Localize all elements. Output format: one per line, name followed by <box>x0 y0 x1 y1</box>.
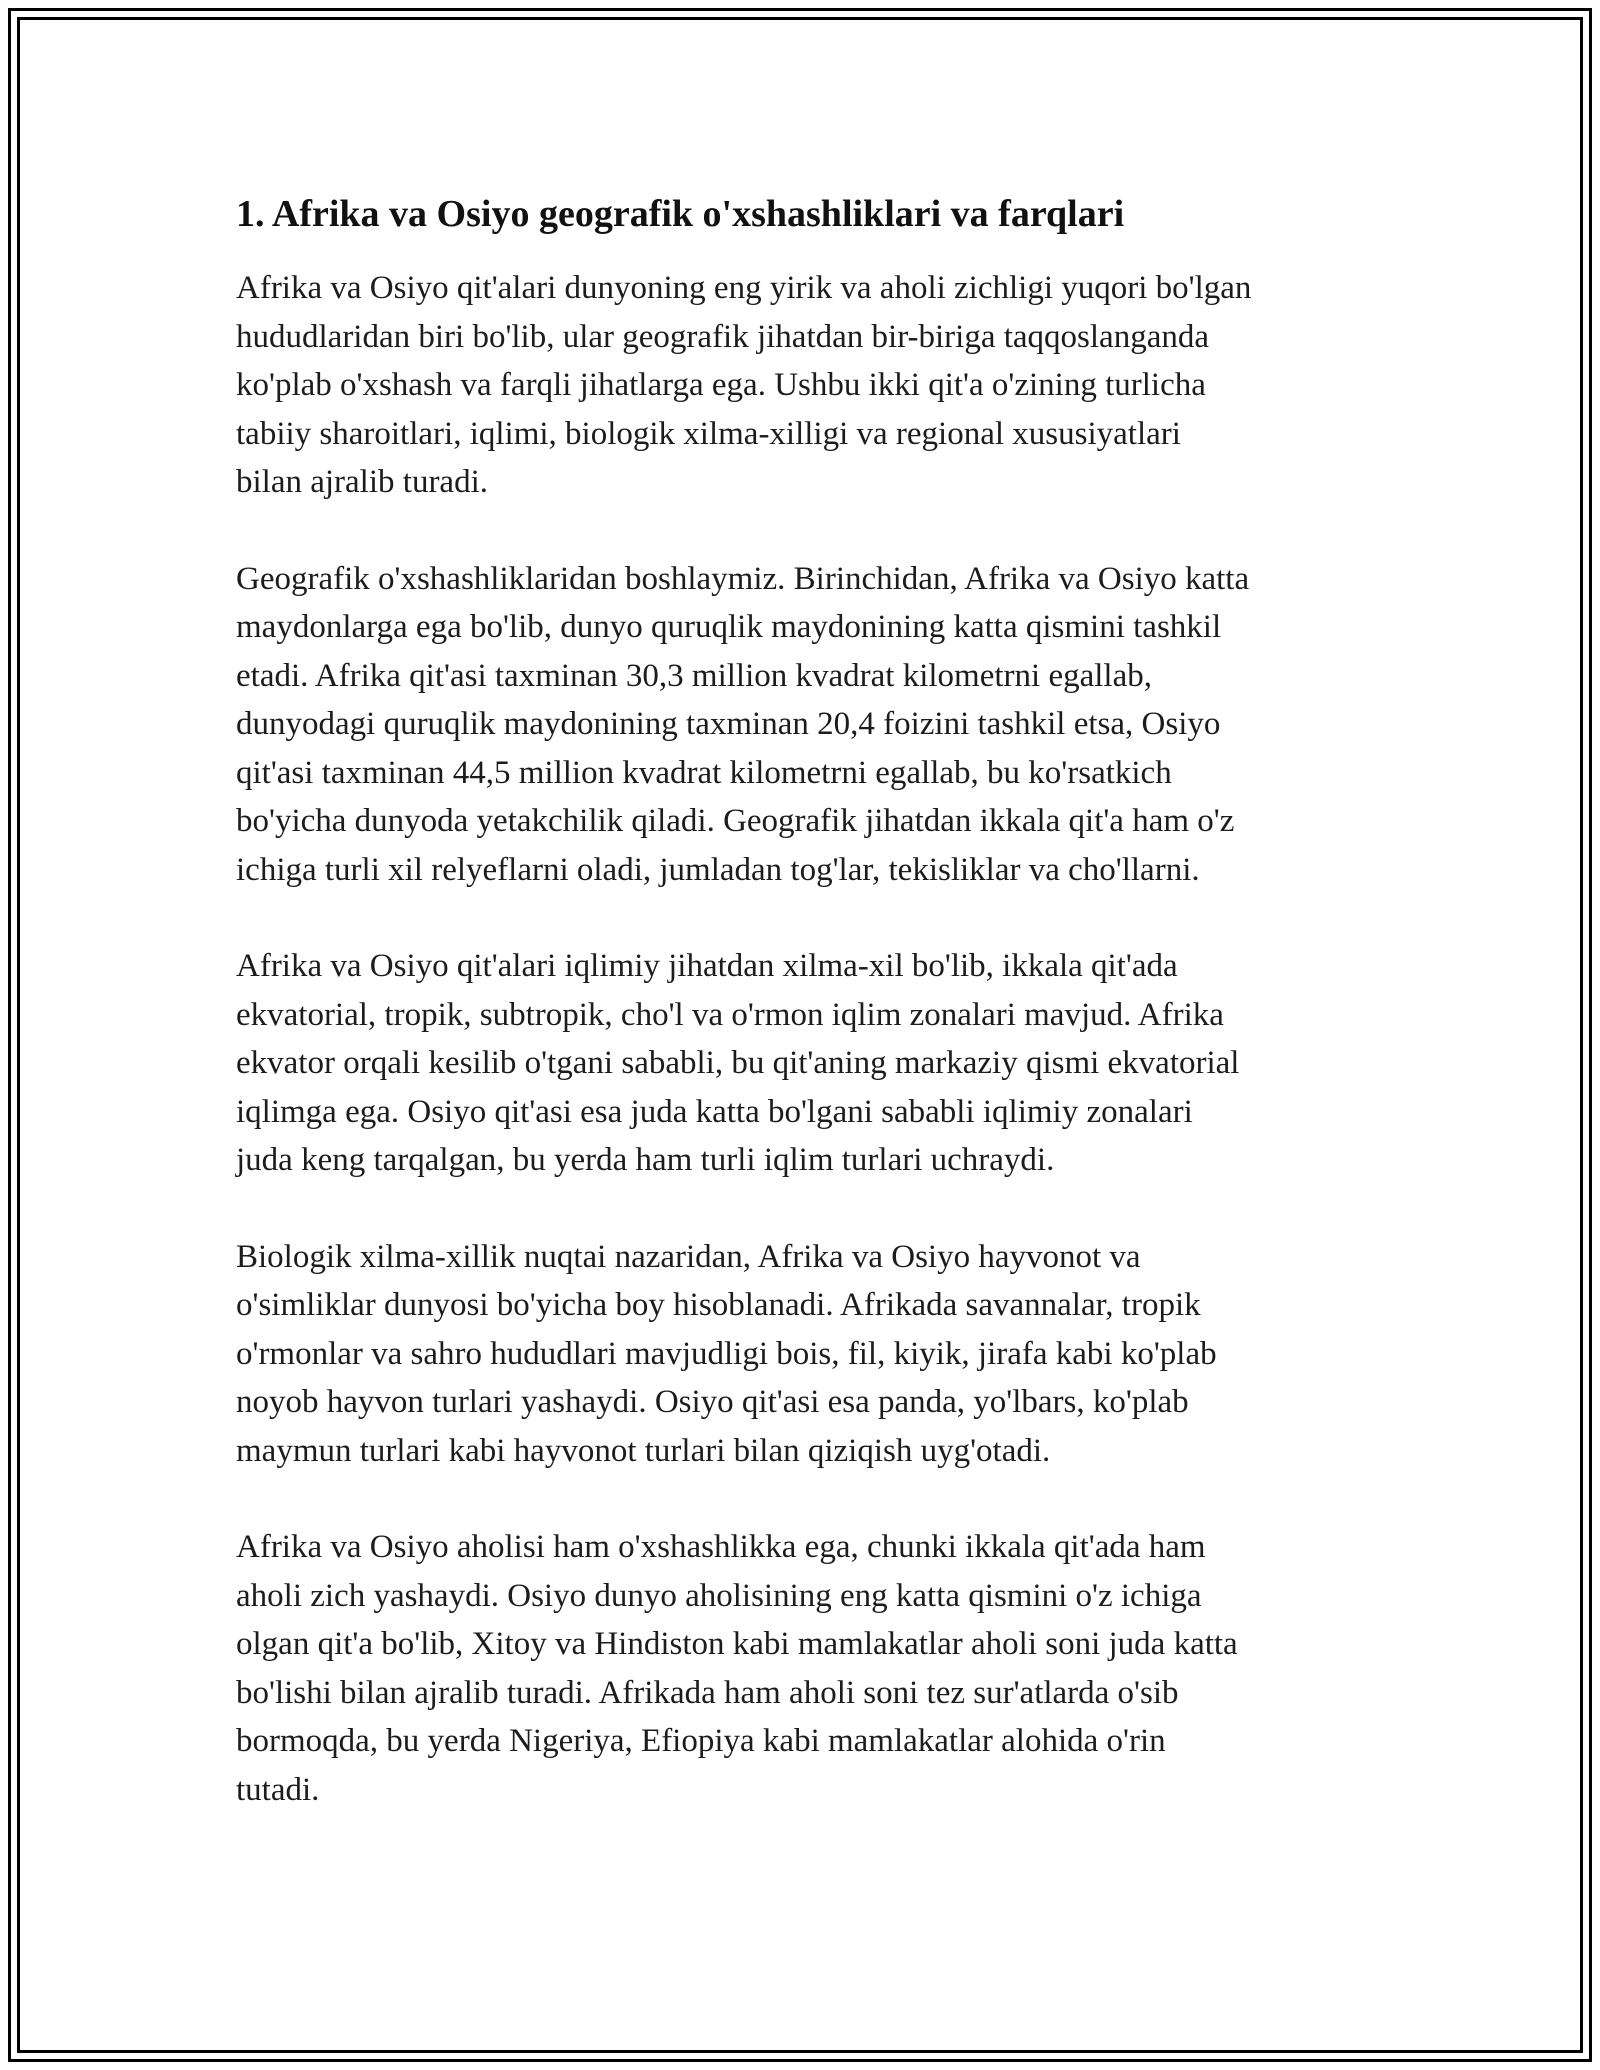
text-line: noyob hayvon turlari yashaydi. Osiyo qit'asi esa panda, yo'lbars, ko'plab <box>236 1384 1189 1420</box>
text-line: bo'yicha dunyoda yetakchilik qiladi. Geografik jihatdan ikkala qit'a ham o'z <box>236 803 1235 839</box>
paragraph-population <box>236 1523 1376 1814</box>
paragraph-biodiversity <box>236 1233 1376 1476</box>
text-line: hududlaridan biri bo'lib, ular geografik jihatdan bir-biriga taqqoslanganda <box>236 318 1210 355</box>
text-line: ekvatorial, tropik, subtropik, cho'l va o'rmon iqlim zonalari mavjud. Afrika <box>236 996 1224 1033</box>
document-body <box>236 180 1376 1862</box>
text-line: tabiiy sharoitlari, iqlimi, biologik xilma-xilligi va regional xususiyatlari <box>236 415 1181 452</box>
text-line: Geografik o'xshashliklaridan boshlaymiz. Birinchidan, Afrika va Osiyo katta <box>236 560 1250 597</box>
text-line: etadi. Afrika qit'asi taxminan 30,3 million kvadrat kilometrni egallab, <box>236 657 1152 694</box>
paragraph-intro <box>236 264 1376 507</box>
text-line: ekvator orqali kesilib o'tgani sababli, bu qit'aning markaziy qismi ekvatorial <box>236 1045 1240 1081</box>
paragraph-climate <box>236 942 1376 1185</box>
text-line: dunyodagi quruqlik maydonining taxminan 20,4 foizini tashkil etsa, Osiyo <box>236 706 1221 742</box>
text-line: ko'plab o'xshash va farqli jihatlarga ega. Ushbu ikki qit'a o'zining turlicha <box>236 367 1206 403</box>
text-line: Afrika va Osiyo qit'alari iqlimiy jihatdan xilma-xil bo'lib, ikkala qit'ada <box>236 948 1178 984</box>
text-line: maydonlarga ega bo'lib, dunyo quruqlik maydonining katta qismini tashkil <box>236 609 1222 645</box>
text-line: bilan ajralib turadi. <box>236 464 488 500</box>
text-line: o'rmonlar va sahro hududlari mavjudligi bois, fil, kiyik, jirafa kabi ko'plab <box>236 1335 1217 1372</box>
text-line: juda keng tarqalgan, bu yerda ham turli iqlim turlari uchraydi. <box>236 1142 1055 1178</box>
text-line: bormoqda, bu yerda Nigeriya, Efiopiya kabi mamlakatlar alohida o'rin <box>236 1723 1166 1759</box>
text-line: Biologik xilma-xillik nuqtai nazaridan, Afrika va Osiyo hayvonot va <box>236 1238 1141 1275</box>
paragraph-geography <box>236 555 1376 895</box>
text-line: aholi zich yashaydi. Osiyo dunyo aholisining eng katta qismini o'z ichiga <box>236 1577 1202 1614</box>
text-line: Afrika va Osiyo qit'alari dunyoning eng yirik va aholi zichligi yuqori bo'lgan <box>236 270 1252 306</box>
section-heading: 1. Afrika va Osiyo geografik o'xshashliklari va farqlari <box>236 193 1125 235</box>
text-line: ichiga turli xil relyeflarni oladi, jumladan tog'lar, tekisliklar va cho'llarni. <box>236 851 1200 888</box>
text-line: tutadi. <box>236 1771 320 1808</box>
text-line: olgan qit'a bo'lib, Xitoy va Hindiston kabi mamlakatlar aholi soni juda katta <box>236 1626 1238 1662</box>
text-line: iqlimga ega. Osiyo qit'asi esa juda katta bo'lgani sababli iqlimiy zonalari <box>236 1093 1193 1130</box>
text-line: maymun turlari kabi hayvonot turlari bilan qiziqish uyg'otadi. <box>236 1432 1051 1469</box>
text-line: Afrika va Osiyo aholisi ham o'xshashlikka ega, chunki ikkala qit'ada ham <box>236 1529 1206 1565</box>
text-line: o'simliklar dunyosi bo'yicha boy hisoblanadi. Afrikada savannalar, tropik <box>236 1287 1201 1323</box>
text-line: bo'lishi bilan ajralib turadi. Afrikada ham aholi soni tez sur'atlarda o'sib <box>236 1674 1179 1711</box>
text-line: qit'asi taxminan 44,5 million kvadrat kilometrni egallab, bu ko'rsatkich <box>236 754 1172 791</box>
